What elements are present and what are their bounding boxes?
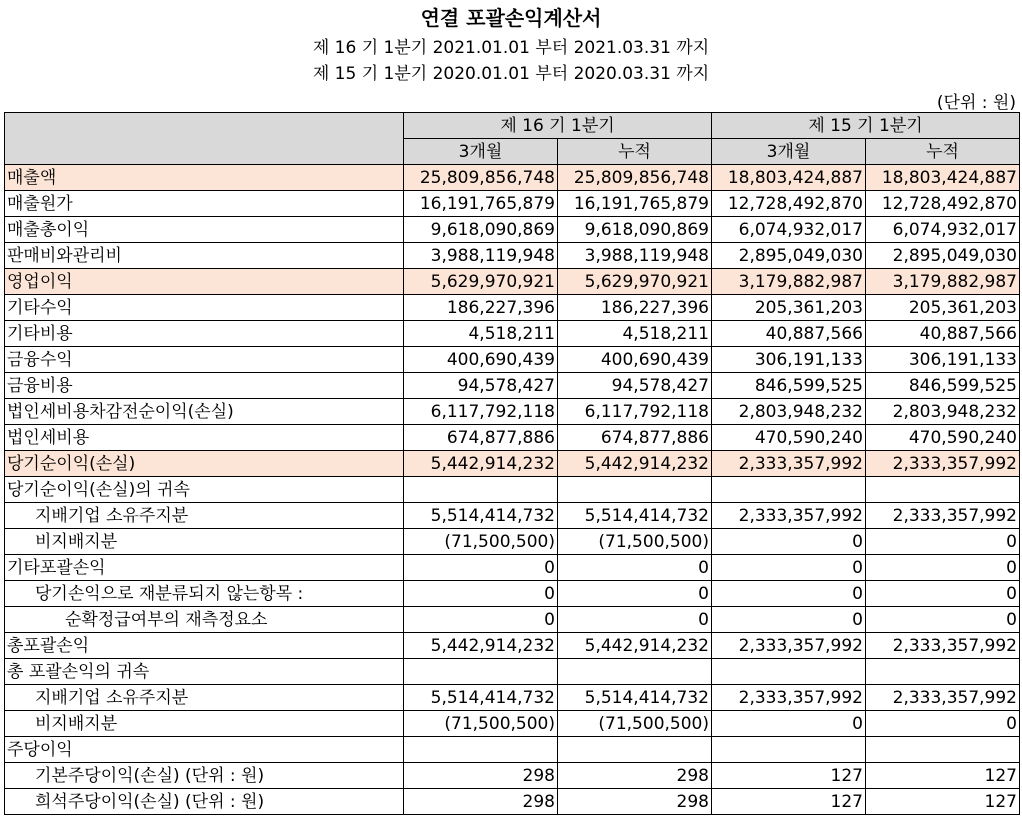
- row-value: 6,117,792,118: [558, 399, 712, 425]
- row-value: 5,442,914,232: [404, 451, 558, 477]
- row-value: 2,895,049,030: [866, 243, 1020, 269]
- row-value: [558, 737, 712, 763]
- row-label: 총포괄손익: [5, 633, 404, 659]
- row-value: 2,895,049,030: [712, 243, 866, 269]
- header-period16: 제 16 기 1분기: [404, 113, 712, 139]
- row-value: 25,809,856,748: [404, 165, 558, 191]
- row-value: 40,887,566: [712, 321, 866, 347]
- row-value: 3,179,882,987: [866, 269, 1020, 295]
- row-value: 2,333,357,992: [866, 451, 1020, 477]
- row-value: 3,179,882,987: [712, 269, 866, 295]
- row-value: 4,518,211: [558, 321, 712, 347]
- table-row: [5, 529, 1020, 555]
- table-row: [5, 503, 1020, 529]
- row-value: 298: [558, 789, 712, 815]
- row-value: 16,191,765,879: [558, 191, 712, 217]
- table-row: [5, 321, 1020, 347]
- table-row: [5, 685, 1020, 711]
- row-label: 주당이익: [5, 737, 404, 763]
- row-label: 법인세비용차감전순이익(손실): [5, 399, 404, 425]
- row-value: [404, 737, 558, 763]
- table-row: [5, 659, 1020, 685]
- row-value: 6,074,932,017: [712, 217, 866, 243]
- header-3m-15: 3개월: [712, 139, 866, 165]
- row-value: 5,442,914,232: [558, 451, 712, 477]
- row-value: [558, 659, 712, 685]
- prior-period-line: 제 15 기 1분기 2020.01.01 부터 2020.03.31 까지: [312, 64, 710, 84]
- row-value: 3,988,119,948: [404, 243, 558, 269]
- row-value: 2,333,357,992: [866, 685, 1020, 711]
- row-value: [866, 659, 1020, 685]
- table-row: [5, 477, 1020, 503]
- corner-header: [5, 113, 404, 165]
- row-value: 306,191,133: [866, 347, 1020, 373]
- row-value: [866, 737, 1020, 763]
- row-value: 2,333,357,992: [866, 503, 1020, 529]
- row-value: 127: [866, 763, 1020, 789]
- row-label: 금융비용: [5, 373, 404, 399]
- row-value: 2,333,357,992: [866, 633, 1020, 659]
- header-cum-16: 누적: [558, 139, 712, 165]
- row-value: 674,877,886: [558, 425, 712, 451]
- row-value: [866, 477, 1020, 503]
- row-value: 0: [712, 555, 866, 581]
- row-value: 0: [866, 581, 1020, 607]
- row-value: 298: [558, 763, 712, 789]
- row-value: 18,803,424,887: [866, 165, 1020, 191]
- row-value: 0: [404, 555, 558, 581]
- row-label: 당기순이익(손실)의 귀속: [5, 477, 404, 503]
- row-value: 0: [558, 581, 712, 607]
- row-value: 25,809,856,748: [558, 165, 712, 191]
- row-value: 16,191,765,879: [404, 191, 558, 217]
- row-value: 2,333,357,992: [712, 685, 866, 711]
- table-row: [5, 373, 1020, 399]
- row-value: 306,191,133: [712, 347, 866, 373]
- table-row: [5, 347, 1020, 373]
- row-value: [558, 477, 712, 503]
- row-value: [404, 477, 558, 503]
- row-value: 6,074,932,017: [866, 217, 1020, 243]
- row-value: 2,333,357,992: [712, 503, 866, 529]
- row-value: (71,500,500): [404, 711, 558, 737]
- row-label: 기타포괄손익: [5, 555, 404, 581]
- row-value: 2,333,357,992: [712, 451, 866, 477]
- table-row: [5, 633, 1020, 659]
- row-value: 5,442,914,232: [404, 633, 558, 659]
- row-value: 4,518,211: [404, 321, 558, 347]
- table-row: [5, 217, 1020, 243]
- statement-title: 연결 포괄손익계산서: [420, 6, 602, 30]
- row-value: 0: [866, 711, 1020, 737]
- statement-body: [5, 165, 1020, 815]
- row-label: 매출원가: [5, 191, 404, 217]
- row-value: 0: [712, 529, 866, 555]
- row-value: 846,599,525: [712, 373, 866, 399]
- row-value: 94,578,427: [404, 373, 558, 399]
- row-value: [712, 737, 866, 763]
- header-period15: 제 15 기 1분기: [712, 113, 1020, 139]
- row-value: 205,361,203: [712, 295, 866, 321]
- row-value: (71,500,500): [558, 711, 712, 737]
- row-label: 기본주당이익(손실) (단위 : 원): [5, 763, 404, 789]
- row-value: 5,514,414,732: [558, 685, 712, 711]
- row-value: 0: [712, 607, 866, 633]
- row-value: 18,803,424,887: [712, 165, 866, 191]
- row-value: 12,728,492,870: [866, 191, 1020, 217]
- row-value: 0: [866, 555, 1020, 581]
- unit-label: (단위 : 원): [936, 93, 1016, 113]
- row-value: 127: [712, 789, 866, 815]
- row-value: 186,227,396: [558, 295, 712, 321]
- row-value: 5,514,414,732: [558, 503, 712, 529]
- row-value: 400,690,439: [404, 347, 558, 373]
- row-value: 298: [404, 763, 558, 789]
- row-value: 0: [558, 555, 712, 581]
- row-value: 2,333,357,992: [712, 633, 866, 659]
- table-row: [5, 555, 1020, 581]
- table-row: [5, 711, 1020, 737]
- row-value: 298: [404, 789, 558, 815]
- statement-table: [4, 112, 1020, 815]
- row-value: 9,618,090,869: [558, 217, 712, 243]
- row-value: 5,514,414,732: [404, 503, 558, 529]
- row-value: 400,690,439: [558, 347, 712, 373]
- row-label: 순확정급여부의 재측정요소: [5, 607, 404, 633]
- row-label: 기타수익: [5, 295, 404, 321]
- row-value: (71,500,500): [404, 529, 558, 555]
- row-value: 5,629,970,921: [404, 269, 558, 295]
- table-row: [5, 763, 1020, 789]
- table-row: [5, 451, 1020, 477]
- table-row: [5, 295, 1020, 321]
- row-value: 0: [866, 607, 1020, 633]
- row-label: 비지배지분: [5, 529, 404, 555]
- row-value: 0: [558, 607, 712, 633]
- row-value: 0: [866, 529, 1020, 555]
- row-value: 94,578,427: [558, 373, 712, 399]
- row-value: 470,590,240: [866, 425, 1020, 451]
- row-value: 5,442,914,232: [558, 633, 712, 659]
- row-label: 총 포괄손익의 귀속: [5, 659, 404, 685]
- row-value: 5,629,970,921: [558, 269, 712, 295]
- row-label: 지배기업 소유주지분: [5, 503, 404, 529]
- row-value: 9,618,090,869: [404, 217, 558, 243]
- table-row: [5, 607, 1020, 633]
- row-label: 매출총이익: [5, 217, 404, 243]
- row-value: 40,887,566: [866, 321, 1020, 347]
- row-label: 매출액: [5, 165, 404, 191]
- table-row: [5, 399, 1020, 425]
- current-period-line: 제 16 기 1분기 2021.01.01 부터 2021.03.31 까지: [312, 38, 710, 58]
- row-value: 186,227,396: [404, 295, 558, 321]
- header-cum-15: 누적: [866, 139, 1020, 165]
- row-value: 0: [404, 607, 558, 633]
- row-label: 판매비와관리비: [5, 243, 404, 269]
- table-row: [5, 165, 1020, 191]
- row-value: 0: [404, 581, 558, 607]
- table-row: [5, 737, 1020, 763]
- row-value: 127: [712, 763, 866, 789]
- row-value: 205,361,203: [866, 295, 1020, 321]
- row-value: 127: [866, 789, 1020, 815]
- row-value: 470,590,240: [712, 425, 866, 451]
- row-value: (71,500,500): [558, 529, 712, 555]
- row-value: [712, 659, 866, 685]
- row-label: 영업이익: [5, 269, 404, 295]
- row-value: 0: [712, 711, 866, 737]
- row-value: 846,599,525: [866, 373, 1020, 399]
- row-label: 희석주당이익(손실) (단위 : 원): [5, 789, 404, 815]
- table-row: [5, 581, 1020, 607]
- row-value: [712, 477, 866, 503]
- row-value: 674,877,886: [404, 425, 558, 451]
- table-row: [5, 191, 1020, 217]
- table-row: [5, 789, 1020, 815]
- row-label: 법인세비용: [5, 425, 404, 451]
- row-label: 당기순이익(손실): [5, 451, 404, 477]
- row-value: 5,514,414,732: [404, 685, 558, 711]
- row-label: 당기손익으로 재분류되지 않는항목 :: [5, 581, 404, 607]
- row-label: 금융수익: [5, 347, 404, 373]
- row-value: 2,803,948,232: [712, 399, 866, 425]
- row-label: 지배기업 소유주지분: [5, 685, 404, 711]
- table-row: [5, 425, 1020, 451]
- row-value: 2,803,948,232: [866, 399, 1020, 425]
- header-3m-16: 3개월: [404, 139, 558, 165]
- row-value: 12,728,492,870: [712, 191, 866, 217]
- table-row: [5, 243, 1020, 269]
- row-value: 3,988,119,948: [558, 243, 712, 269]
- row-label: 기타비용: [5, 321, 404, 347]
- table-row: [5, 269, 1020, 295]
- row-value: [404, 659, 558, 685]
- row-value: 6,117,792,118: [404, 399, 558, 425]
- row-label: 비지배지분: [5, 711, 404, 737]
- row-value: 0: [712, 581, 866, 607]
